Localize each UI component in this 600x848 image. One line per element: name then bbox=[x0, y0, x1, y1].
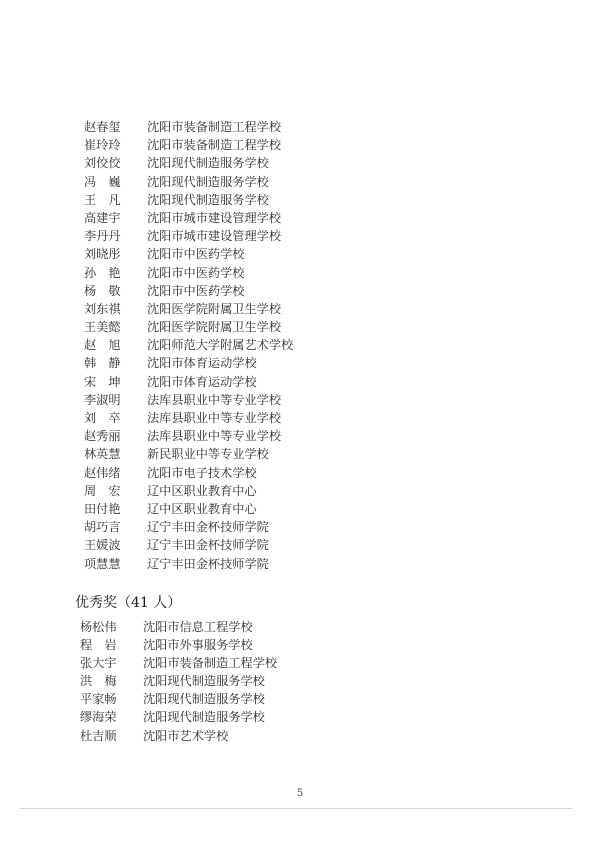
list-item bbox=[0, 690, 600, 708]
list-item bbox=[0, 427, 600, 445]
person-name: 周 宏 bbox=[84, 483, 121, 498]
school-name: 沈阳医学院附属卫生学校 bbox=[147, 301, 282, 316]
list-item bbox=[0, 264, 600, 282]
list-item bbox=[0, 708, 600, 726]
list-item bbox=[0, 118, 600, 136]
list-item bbox=[0, 336, 600, 354]
page-number: 5 bbox=[296, 788, 304, 799]
list-item bbox=[0, 536, 600, 554]
school-name: 沈阳医学院附属卫生学校 bbox=[147, 320, 282, 335]
award-list-continued bbox=[0, 118, 600, 573]
school-name: 新民职业中等专业学校 bbox=[147, 447, 269, 462]
person-name: 赵秀丽 bbox=[84, 429, 121, 444]
school-name: 辽宁丰田金杯技师学院 bbox=[147, 538, 269, 553]
person-name: 洪 梅 bbox=[80, 674, 117, 689]
person-name: 杨 敬 bbox=[84, 283, 121, 298]
list-item bbox=[0, 391, 600, 409]
person-name: 李淑明 bbox=[84, 392, 121, 407]
school-name: 辽中区职业教育中心 bbox=[147, 483, 257, 498]
person-name: 刘东祺 bbox=[84, 301, 121, 316]
school-name: 沈阳市装备制造工程学校 bbox=[143, 656, 278, 671]
person-name: 王美懿 bbox=[84, 320, 121, 335]
list-item bbox=[0, 245, 600, 263]
person-name: 孙 艳 bbox=[84, 265, 121, 280]
person-name: 平家畅 bbox=[80, 692, 117, 707]
school-name: 辽宁丰田金杯技师学院 bbox=[147, 520, 269, 535]
school-name: 辽中区职业教育中心 bbox=[147, 501, 257, 516]
school-name: 法库县职业中等专业学校 bbox=[147, 429, 282, 444]
person-name: 林英慧 bbox=[84, 447, 121, 462]
school-name: 沈阳市艺术学校 bbox=[143, 728, 229, 743]
list-item bbox=[0, 373, 600, 391]
person-name: 赵 旭 bbox=[84, 338, 121, 353]
school-name: 沈阳现代制造服务学校 bbox=[143, 710, 265, 725]
person-name: 缪海荣 bbox=[80, 710, 117, 725]
school-name: 沈阳市城市建设管理学校 bbox=[147, 229, 282, 244]
school-name: 沈阳市体育运动学校 bbox=[147, 356, 257, 371]
school-name: 沈阳现代制造服务学校 bbox=[147, 156, 269, 171]
school-name: 沈阳市信息工程学校 bbox=[143, 620, 253, 634]
school-name: 辽宁丰田金杯技师学院 bbox=[147, 556, 269, 571]
person-name: 刘 卒 bbox=[84, 411, 121, 425]
school-name: 沈阳市中医药学校 bbox=[147, 265, 245, 280]
list-item bbox=[0, 409, 600, 427]
list-item bbox=[0, 618, 600, 636]
person-name: 张大宇 bbox=[80, 656, 117, 671]
list-item bbox=[0, 654, 600, 672]
list-item bbox=[0, 154, 600, 172]
list-item bbox=[0, 136, 600, 154]
list-item bbox=[0, 354, 600, 372]
school-name: 沈阳市电子技术学校 bbox=[147, 465, 257, 480]
person-name: 崔玲玲 bbox=[84, 138, 121, 153]
person-name: 宋 坤 bbox=[84, 374, 121, 389]
list-item bbox=[0, 555, 600, 573]
list-item bbox=[0, 518, 600, 536]
person-name: 胡巧言 bbox=[84, 520, 121, 535]
school-name: 沈阳市体育运动学校 bbox=[147, 374, 257, 389]
list-item bbox=[0, 209, 600, 227]
school-name: 沈阳现代制造服务学校 bbox=[143, 674, 265, 689]
school-name: 法库县职业中等专业学校 bbox=[147, 392, 282, 407]
person-name: 赵春玺 bbox=[84, 120, 121, 134]
person-name: 王 凡 bbox=[84, 192, 121, 207]
list-item bbox=[0, 500, 600, 518]
list-item bbox=[0, 636, 600, 654]
person-name: 冯 巍 bbox=[84, 174, 121, 189]
person-name: 田付艳 bbox=[84, 501, 121, 516]
footer-divider bbox=[20, 808, 572, 809]
school-name: 沈阳师范大学附属艺术学校 bbox=[147, 338, 294, 353]
list-item bbox=[0, 445, 600, 463]
person-name: 刘佼佼 bbox=[84, 156, 121, 171]
school-name: 沈阳现代制造服务学校 bbox=[143, 692, 265, 707]
school-name: 沈阳现代制造服务学校 bbox=[147, 174, 269, 189]
person-name: 程 岩 bbox=[80, 638, 117, 653]
school-name: 法库县职业中等专业学校 bbox=[147, 411, 282, 425]
person-name: 杨松伟 bbox=[80, 620, 117, 634]
school-name: 沈阳市装备制造工程学校 bbox=[147, 120, 282, 134]
section-title-excellence-award: 优秀奖（41 人） bbox=[75, 595, 182, 611]
list-item bbox=[0, 227, 600, 245]
person-name: 杜吉顺 bbox=[80, 728, 117, 743]
school-name: 沈阳市外事服务学校 bbox=[143, 638, 253, 653]
list-item bbox=[0, 464, 600, 482]
school-name: 沈阳现代制造服务学校 bbox=[147, 192, 269, 207]
school-name: 沈阳市装备制造工程学校 bbox=[147, 138, 282, 153]
person-name: 赵伟绪 bbox=[84, 465, 121, 480]
person-name: 韩 静 bbox=[84, 356, 121, 371]
person-name: 项慧慧 bbox=[84, 556, 121, 571]
list-item bbox=[0, 672, 600, 690]
list-item bbox=[0, 727, 600, 745]
list-item bbox=[0, 173, 600, 191]
list-item bbox=[0, 318, 600, 336]
list-item bbox=[0, 282, 600, 300]
school-name: 沈阳市中医药学校 bbox=[147, 247, 245, 262]
school-name: 沈阳市城市建设管理学校 bbox=[147, 210, 282, 225]
list-item bbox=[0, 300, 600, 318]
list-item bbox=[0, 482, 600, 500]
person-name: 高建宇 bbox=[84, 210, 121, 225]
person-name: 刘晓彤 bbox=[84, 247, 121, 262]
list-item bbox=[0, 191, 600, 209]
person-name: 李丹丹 bbox=[84, 229, 121, 244]
person-name: 王媛波 bbox=[84, 538, 121, 553]
award-list-excellence bbox=[0, 618, 600, 745]
school-name: 沈阳市中医药学校 bbox=[147, 283, 245, 298]
